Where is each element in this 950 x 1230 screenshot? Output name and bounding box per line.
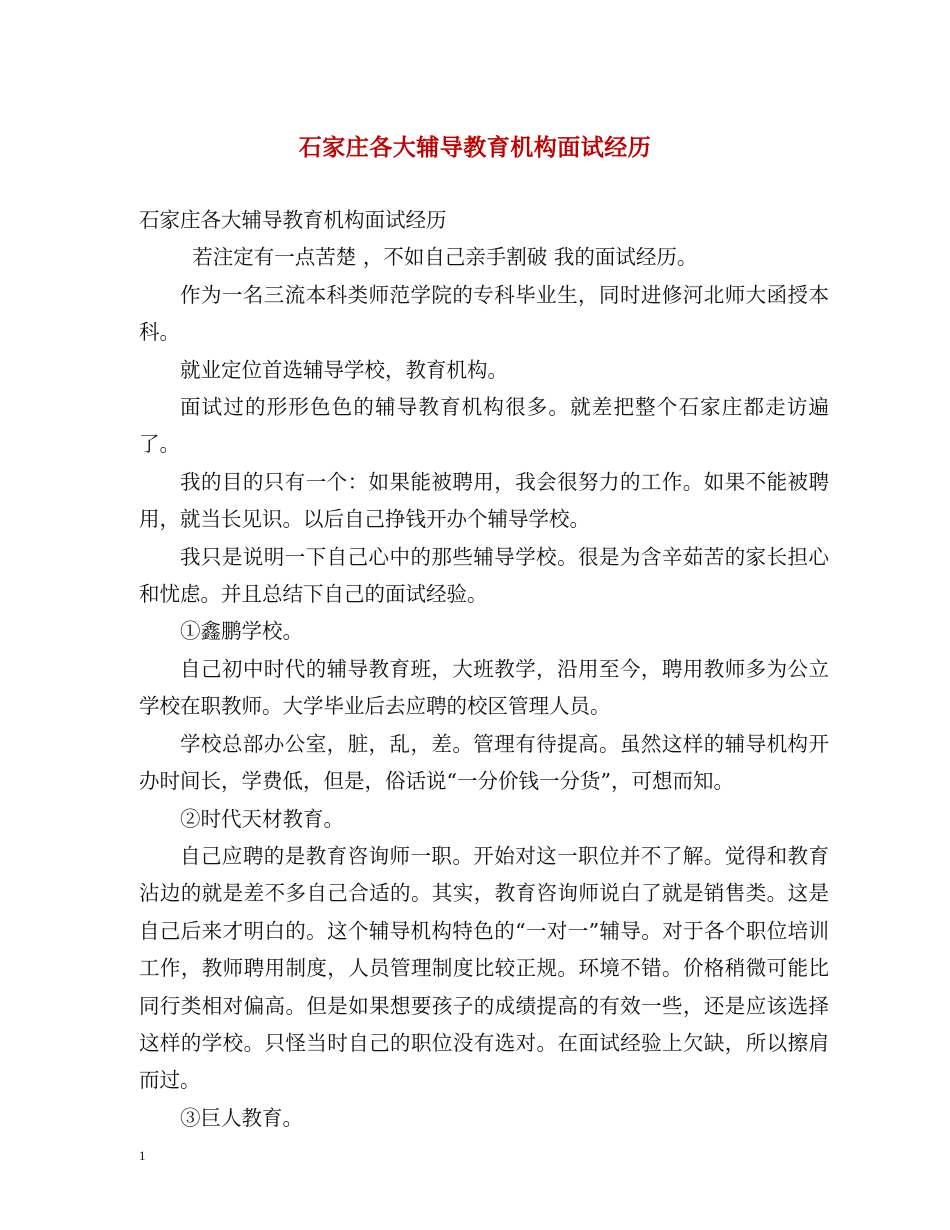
paragraph: 我只是说明一下自己心中的那些辅导学校。很是为含辛茹苦的家长担心和忧虑。并且总结下自己的面试经验。 [139,544,829,607]
section-heading: ②时代天材教育。 [180,806,344,831]
document-body [139,202,829,1137]
paragraph: 自己初中时代的辅导教育班，大班教学，沿用至今，聘用教师多为公立学校在职教师。大学毕业后去应聘的校区管理人员。 [139,656,829,719]
paragraph: 自己应聘的是教育咨询师一职。开始对这一职位并不了解。觉得和教育沾边的就是差不多自己合适的。其实，教育咨询师说白了就是销售类。这是自己后来才明白的。这个辅导机构特色的“一对一”辅导。对于各个职位培训工作，教师聘用制度，人员管理制度比较正规。环境不错。价格稍微可能比同行类相对偏高。但是如果想要孩子的成绩提高的有效一些，还是应该选择这样的学校。只怪当时自己的职位没有选对。在面试经验上欠缺，所以擦肩而过。 [139,843,829,1093]
paragraph-quote: 若注定有一点苦楚 ，不如自己亲手割破 我的面试经历。 [192,245,698,270]
paragraph: 学校总部办公室，脏，乱，差。管理有待提高。虽然这样的辅导机构开办时间长，学费低，但是，俗话说“一分价钱一分货”，可想而知。 [139,731,829,794]
paragraph: 就业定位首选辅导学校，教育机构。 [180,357,508,382]
paragraph: 面试过的形形色色的辅导教育机构很多。就差把整个石家庄都走访遍了。 [139,395,829,457]
paragraph: 作为一名三流本科类师范学院的专科毕业生，同时进修河北师大函授本科。 [139,282,829,345]
paragraph: 我的目的只有一个：如果能被聘用，我会很努力的工作。如果不能被聘用，就当长见识。以后自己挣钱开办个辅导学校。 [139,469,829,532]
section-heading: ③巨人教育。 [180,1105,303,1130]
section-heading: ①鑫鹏学校。 [180,619,303,644]
page-number: 1 [139,1148,146,1163]
document-title: 石家庄各大辅导教育机构面试经历 [298,135,652,161]
paragraph-subtitle: 石家庄各大辅导教育机构面试经历 [139,208,447,232]
